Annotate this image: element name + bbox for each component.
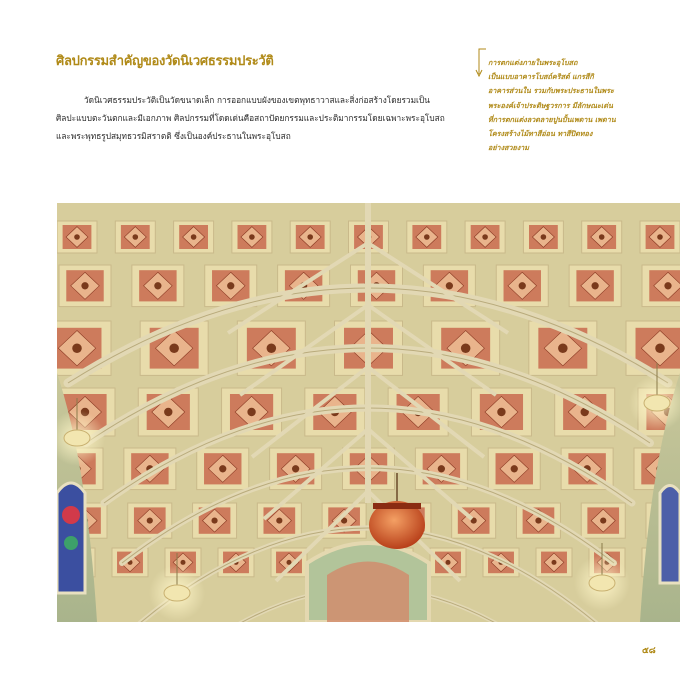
- rosette-center: [267, 343, 277, 353]
- chandelier: [589, 575, 615, 591]
- rosette-center: [445, 560, 450, 565]
- rosette-center: [227, 282, 234, 289]
- rosette-center: [154, 282, 161, 289]
- rosette-center: [655, 343, 665, 353]
- page-heading: ศิลปกรรมสำคัญของวัดนิเวศธรรมประวัติ: [56, 54, 274, 69]
- rosette-center: [519, 282, 526, 289]
- chandelier: [164, 585, 190, 601]
- caption-line: อาคารส่วนใน รวมกับพระประธานในพระ: [488, 86, 614, 96]
- rosette-center: [591, 282, 598, 289]
- caption-line: อย่างสวยงาม: [488, 143, 529, 153]
- photo-caption: [488, 56, 643, 155]
- rosette-center: [276, 518, 282, 524]
- rosette-center: [664, 282, 671, 289]
- rosette-center: [497, 408, 505, 416]
- rosette-center: [511, 465, 518, 472]
- body-paragraph: วัดนิเวศธรรมประวัติเป็นวัดขนาดเล็ก การออกแบบผังของเขตพุทธาวาสและสิ่งก่อสร้างโดยรวมเป็นศิลปะแบบตะวันตกและมีเอกภาพ ศิลปกรรมที่โดดเด่นคือสถาปัตยกรรมและประติมากรรมโดยเฉพาะพระอุโบสถและพระพุทธรูปสมุทธวรมิสราตติ ซึ่งเป็นองค์ประธานในพระอุโบสถ: [56, 95, 445, 141]
- chandelier: [644, 395, 670, 411]
- caption-arrow-icon: [474, 48, 488, 80]
- rosette-center: [180, 560, 185, 565]
- rosette-center: [164, 408, 172, 416]
- rosette-center: [461, 343, 471, 353]
- ceiling-photo: [57, 203, 680, 622]
- chandelier: [64, 430, 90, 446]
- stained-glass-rose: [62, 506, 80, 524]
- body-paragraph-block: [56, 91, 446, 145]
- rosette-center: [446, 282, 453, 289]
- rosette-center: [599, 234, 605, 240]
- rosette-center: [292, 465, 299, 472]
- rosette-center: [541, 234, 547, 240]
- rosette-center: [600, 518, 606, 524]
- rosette-center: [551, 560, 556, 565]
- rosette-center: [133, 234, 139, 240]
- rosette-center: [147, 518, 153, 524]
- rosette-center: [438, 465, 445, 472]
- photo-caption-block: [474, 48, 644, 153]
- rosette-center: [211, 518, 217, 524]
- page-number: ๕๘: [642, 646, 656, 656]
- gothic-arch-inner: [327, 562, 409, 623]
- caption-line: พระองค์เจ้าประดิษฐวรการ มีลักษณะเด่น: [488, 100, 613, 110]
- rosette-center: [307, 234, 313, 240]
- stained-glass-rose: [64, 536, 78, 550]
- rosette-center: [424, 234, 430, 240]
- caption-line: ที่การตกแต่งลวดลายปูนปั้นเพดาน เพดาน: [488, 114, 616, 124]
- caption-line: เป็นแบบอาคารโบสถ์คริสต์ แกรสีกิ: [488, 72, 594, 82]
- rosette-center: [535, 518, 541, 524]
- rosette-center: [558, 343, 568, 353]
- rosette-center: [81, 282, 88, 289]
- rosette-center: [191, 234, 197, 240]
- rosette-center: [219, 465, 226, 472]
- rosette-center: [482, 234, 488, 240]
- caption-line: การตกแต่งภายในพระอุโบสถ: [488, 58, 578, 67]
- rosette-center: [657, 234, 663, 240]
- rosette-center: [247, 408, 255, 416]
- stained-glass-window: [660, 486, 680, 584]
- ceiling-illustration: [57, 203, 680, 622]
- hanging-lamp-rim: [373, 503, 421, 509]
- rosette-center: [169, 343, 179, 353]
- rosette-center: [74, 234, 80, 240]
- rosette-center: [249, 234, 255, 240]
- rosette-center: [72, 343, 82, 353]
- caption-line: โครงสร้างไม้ทาสีอ่อน ทาสีปิดทอง: [488, 129, 593, 139]
